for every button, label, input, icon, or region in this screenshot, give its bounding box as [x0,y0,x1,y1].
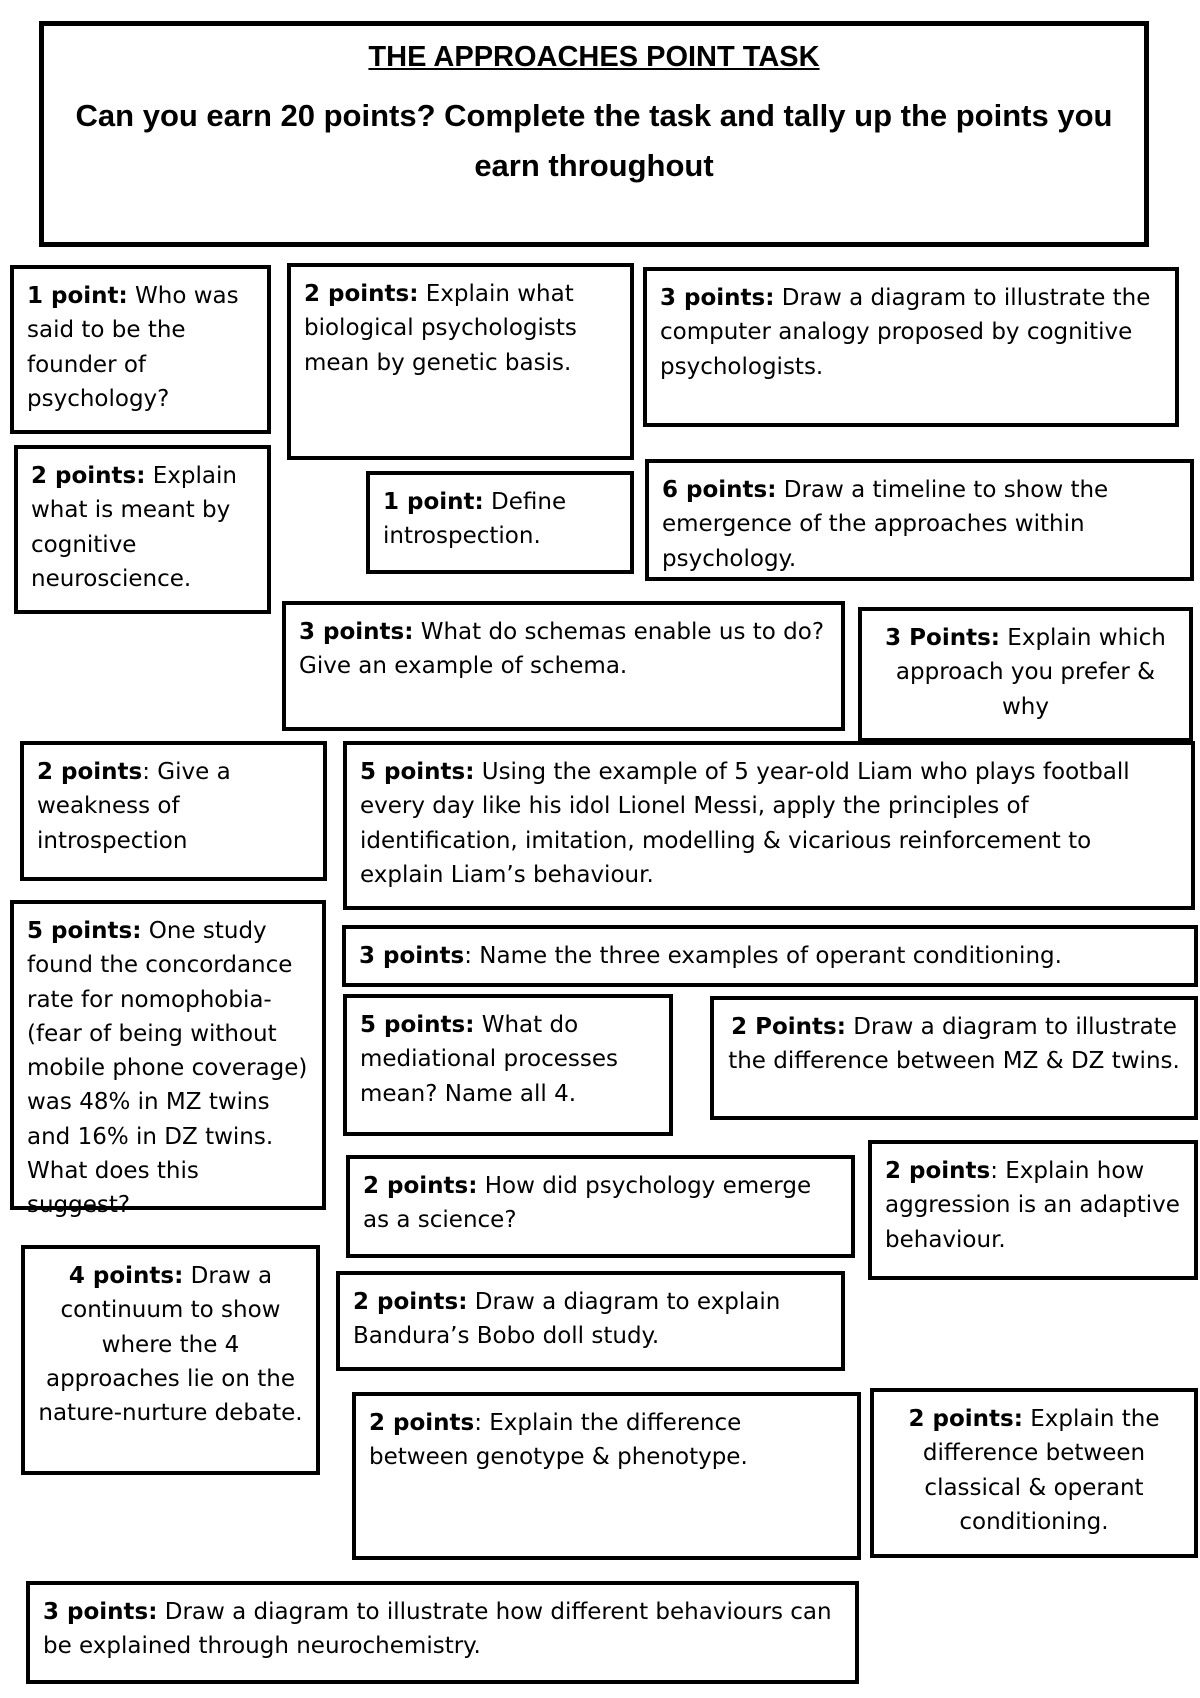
task-points: 3 points: [43,1599,158,1625]
page-subtitle: Can you earn 20 points? Complete the task and tally up the points you earn throughout [75,98,1113,184]
task-box [10,900,326,1219]
task-box [10,265,271,434]
task-points: 2 points: [31,463,146,489]
task-text: Draw a diagram to illustrate how different behaviours can be explained through neurochemistry. [43,1599,832,1660]
task-box [342,925,1198,987]
task-box [20,741,327,881]
task-text: Draw a continuum to show where the 4 approaches lie on the nature-nurture debate. [38,1263,303,1427]
task-points: 2 points: [363,1173,478,1199]
task-text: : Explain the difference between genotype & phenotype. [369,1410,748,1471]
task-box [366,471,634,574]
task-text: Draw a timeline to show the emergence of the approaches within psychology. [662,477,1109,572]
task-points: 2 points: [353,1289,468,1315]
task-text: Define introspection. [383,489,567,550]
task-points: 2 points: [304,281,419,307]
task-text: Explain what biological psychologists mean by genetic basis. [304,281,577,376]
task-box [858,607,1193,742]
header-box [39,21,1149,247]
task-box [287,263,634,460]
page-title: THE APPROACHES POINT TASK [368,41,820,73]
task-box [14,445,271,614]
task-points: 2 Points: [731,1014,846,1040]
task-text: Draw a diagram to illustrate the computer analogy proposed by cognitive psychologists. [660,285,1151,380]
task-text: Explain the difference between classical & operant conditioning. [922,1406,1160,1535]
task-points: 2 points [885,1158,991,1184]
task-text: One study found the concordance rate for nomophobia- (fear of being without mobile phone coverage) was 48% in MZ twins and 16% in DZ twins. What does this suggest? [27,918,308,1219]
task-box [352,1392,861,1560]
task-points: 2 points [37,759,143,785]
task-box [868,1140,1198,1280]
task-text: : Give a weakness of introspection [37,759,231,854]
task-box [645,459,1194,581]
task-text: What do schemas enable us to do? Give an example of schema. [299,619,825,680]
task-box [643,267,1179,427]
task-text: Draw a diagram to explain Bandura’s Bobo doll study. [353,1289,781,1350]
task-points: 6 points: [662,477,777,503]
task-text: Draw a diagram to illustrate the difference between MZ & DZ twins. [728,1014,1180,1075]
task-points: 1 point: [383,489,484,515]
task-box [26,1581,859,1684]
task-box [870,1388,1198,1558]
task-text: : Name the three examples of operant conditioning. [464,943,1062,969]
task-points: 5 points: [360,759,475,785]
task-box [282,601,845,731]
task-box [21,1245,320,1475]
task-text: Using the example of 5 year-old Liam who plays football every day like his idol Lionel Messi, apply the principles of identification, imitation, modelling & vicarious reinforcement to explain Liam’s behaviour. [360,759,1130,888]
task-points: 3 Points: [885,625,1000,651]
task-box [710,996,1198,1120]
task-text: Who was said to be the founder of psychology? [27,283,239,412]
task-text: How did psychology emerge as a science? [363,1173,812,1234]
task-box [346,1155,855,1258]
task-points: 5 points: [360,1012,475,1038]
task-points: 1 point: [27,283,128,309]
task-points: 5 points: [27,918,142,944]
task-text: Explain what is meant by cognitive neuroscience. [31,463,237,592]
task-points: 3 points [359,943,465,969]
task-points: 3 points: [299,619,414,645]
task-text: What do mediational processes mean? Name all 4. [360,1012,619,1107]
task-text: Explain which approach you prefer & why [895,625,1166,720]
task-points: 3 points: [660,285,775,311]
task-points: 2 points: [908,1406,1023,1432]
task-points: 4 points: [68,1263,184,1289]
task-box [343,994,673,1136]
task-box [343,741,1195,910]
task-points: 2 points [369,1410,475,1436]
task-text: : Explain how aggression is an adaptive behaviour. [885,1158,1180,1253]
task-box [336,1271,845,1371]
